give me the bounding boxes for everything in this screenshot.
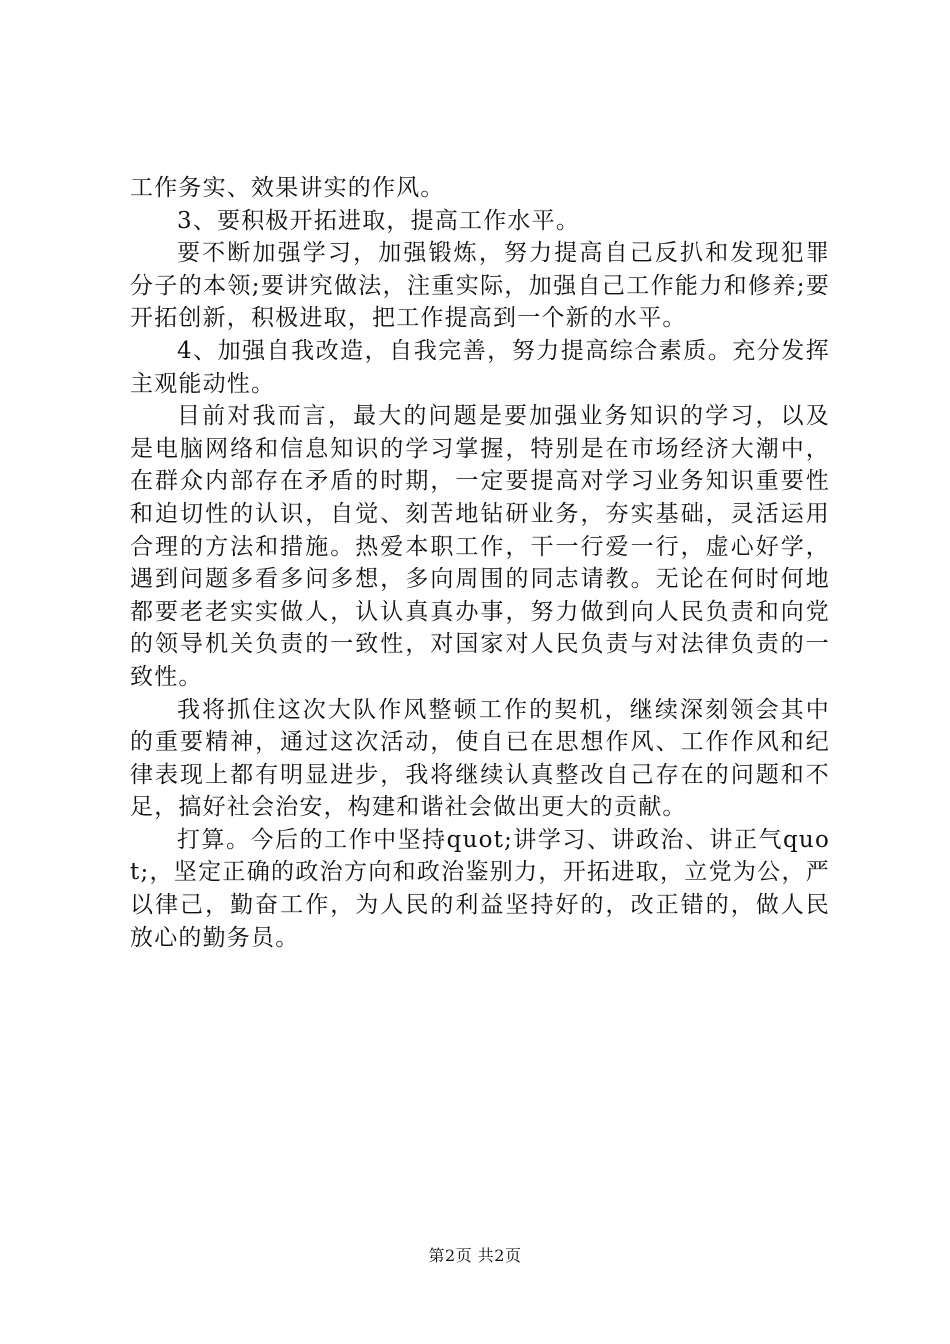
paragraph-3: 要不断加强学习，加强锻炼，努力提高自己反扒和发现犯罪分子的本领;要讲究做法，注重实际，加强自己工作能力和修养;要开拓创新，积极进取，把工作提高到一个新的水平。 bbox=[130, 240, 830, 332]
paragraph-6: 我将抓住这次大队作风整顿工作的契机，继续深刻领会其中的重要精神，通过这次活动，使自已在思想作风、工作作风和纪律表现上都有明显进步，我将继续认真整改自己存在的问题和不足，搞好社会治安，构建和谐社会做出更大的贡献。 bbox=[130, 696, 830, 821]
page-number-footer: 第2页 共2页 bbox=[428, 1246, 522, 1265]
paragraph-7: 打算。今后的工作中坚持quot;讲学习、讲政治、讲正气quot;，坚定正确的政治方向和政治鉴别力，开拓进取，立党为公，严以律己，勤奋工作，为人民的利益坚持好的，改正错的，做人民放心的勤务员。 bbox=[130, 826, 830, 951]
paragraph-1: 工作务实、效果讲实的作风。 bbox=[130, 175, 445, 201]
paragraph-5: 目前对我而言，最大的问题是要加强业务知识的学习，以及是电脑网络和信息知识的学习掌握，特别是在市场经济大潮中，在群众内部存在矛盾的时期，一定要提高对学习业务知识重要性和迫切性的认识，自觉、刻苦地钻研业务，夯实基础，灵活运用合理的方法和措施。热爱本职工作，干一行爱一行，虚心好学，遇到问题多看多问多想，多向周围的同志请教。无论在何时何地都要老老实实做人，认认真真办事，努力做到向人民负责和向党的领导机关负责的一致性，对国家对人民负责与对法律负责的一致性。 bbox=[130, 403, 830, 690]
paragraph-2: 3、要积极开拓进取，提高工作水平。 bbox=[177, 207, 581, 234]
paragraph-4: 4、加强自我改造，自我完善，努力提高综合素质。充分发挥主观能动性。 bbox=[130, 337, 830, 397]
document-body bbox=[130, 172, 830, 954]
